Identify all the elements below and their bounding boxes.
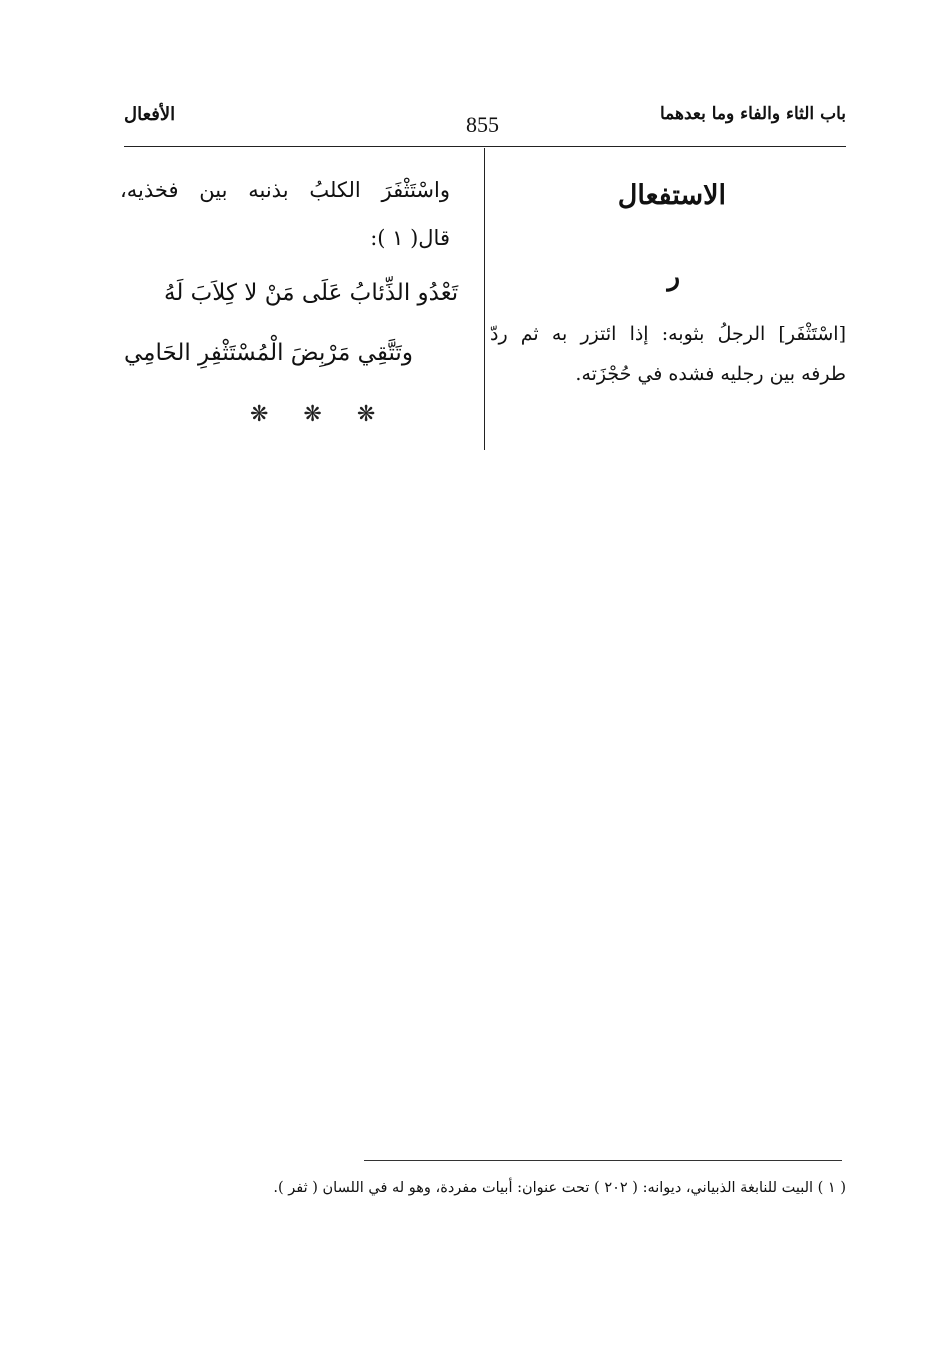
footnote-divider — [364, 1160, 842, 1161]
verb-form-title: الاستفعال — [617, 180, 726, 211]
dictionary-entry: [اسْتَثْفَر] الرجلُ بثوبه: إذا ائتزر به ثم ردّ طرفه بين رجليه فشده في حُجْزَته. — [490, 323, 846, 385]
poem-verse-first: تَعْدُو الذِّئابُ عَلَى مَنْ لا كِلاَبَ لَهُ — [164, 280, 459, 306]
section-heading: الأفعال — [124, 104, 176, 125]
header-divider — [124, 146, 846, 147]
chapter-heading: باب الثاء والفاء وما بعدهما — [659, 104, 846, 124]
root-letter: ر — [667, 262, 680, 292]
citation-intro: قال( ١ ): — [370, 226, 450, 250]
page-number: 855 — [466, 112, 499, 137]
entry-continuation: واسْتَثْفَرَ الكلبُ بذنبه بين فخذيه، — [120, 178, 450, 202]
poem-verse-second: وتَتَّقِي مَرْبِضَ الْمُسْتَثْفِرِ الحَامِي — [124, 340, 413, 366]
column-divider — [484, 148, 485, 450]
section-separator: ❋ ❋ ❋ — [250, 402, 390, 427]
footnote: ( ١ ) البيت للنابغة الذبياني، ديوانه: ( ٢٠٢ ) تحت عنوان: أبيات مفردة، وهو له في اللسان ( ثفر ). — [273, 1180, 846, 1196]
